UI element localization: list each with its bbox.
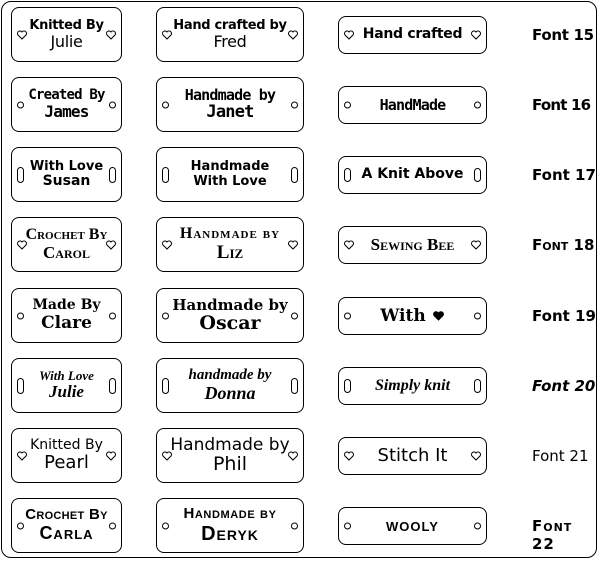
- slot-hole-icon: [109, 167, 116, 183]
- tag-line-1: Sewing Bee: [370, 234, 455, 254]
- tag-line-1: Handmade by: [172, 295, 288, 314]
- tag-3[interactable]: [338, 226, 487, 264]
- tag-line-1: With Love: [29, 158, 104, 174]
- tag-line-2: Susan: [42, 172, 91, 189]
- heart-icon: [471, 30, 481, 40]
- slot-hole-icon: [17, 378, 24, 394]
- tag-2[interactable]: [156, 147, 304, 202]
- tag-1[interactable]: [11, 77, 122, 132]
- round-hole-icon: [344, 313, 351, 320]
- tag-line-2: Carla: [39, 522, 94, 543]
- heart-icon: [344, 240, 354, 250]
- slot-hole-icon: [344, 379, 351, 393]
- solid-heart-icon: [432, 310, 445, 322]
- tag-2[interactable]: [156, 358, 304, 413]
- heart-icon: [106, 240, 116, 250]
- round-hole-icon: [344, 102, 351, 109]
- tag-line-1: Handmade by: [170, 434, 290, 455]
- tag-3[interactable]: [338, 437, 487, 475]
- round-hole-icon: [17, 522, 24, 529]
- slot-hole-icon: [17, 167, 24, 183]
- round-hole-icon: [17, 101, 24, 108]
- tag-3[interactable]: [338, 507, 487, 545]
- tag-3[interactable]: [338, 297, 487, 335]
- tag-line-1: Created By: [28, 87, 105, 103]
- tag-2[interactable]: [156, 428, 304, 483]
- slot-hole-icon: [344, 168, 351, 182]
- tag-line-2: Liz: [216, 241, 244, 263]
- tag-line-1: Hand crafted: [362, 26, 463, 43]
- font-label: Font 18: [532, 236, 595, 254]
- slot-hole-icon: [162, 378, 169, 394]
- slot-hole-icon: [474, 168, 481, 182]
- tag-line-2: Fred: [213, 31, 247, 51]
- tag-line-1: Stitch It: [377, 445, 448, 467]
- slot-hole-icon: [109, 378, 116, 394]
- font-label: Font 20: [532, 377, 596, 395]
- tag-line-1: With: [380, 305, 426, 326]
- round-hole-icon: [474, 523, 481, 530]
- tag-line-2: Deryk: [201, 522, 259, 545]
- tag-line-2: Clare: [41, 312, 92, 333]
- round-hole-icon: [344, 523, 351, 530]
- round-hole-icon: [291, 101, 298, 108]
- round-hole-icon: [291, 312, 298, 319]
- tag-line-1: Knitted By: [30, 436, 103, 453]
- tag-line-1: Handmade by: [179, 225, 281, 243]
- round-hole-icon: [109, 522, 116, 529]
- heart-icon: [344, 451, 354, 461]
- font-label: Font 22: [532, 517, 573, 553]
- heart-icon: [471, 451, 481, 461]
- tag-2[interactable]: [156, 7, 304, 62]
- heart-icon: [344, 30, 354, 40]
- tag-line-2: Oscar: [199, 312, 261, 335]
- tag-1[interactable]: [11, 288, 122, 343]
- font-label: Font 17: [532, 166, 596, 184]
- tag-line-1: Handmade by: [183, 505, 277, 523]
- tag-line-1: Handmade: [190, 159, 270, 175]
- round-hole-icon: [162, 101, 169, 108]
- round-hole-icon: [162, 522, 169, 529]
- tag-line-2: Carol: [43, 242, 90, 262]
- heart-icon: [106, 451, 116, 461]
- heart-icon: [162, 30, 172, 40]
- round-hole-icon: [109, 101, 116, 108]
- tag-2[interactable]: [156, 498, 304, 553]
- round-hole-icon: [474, 313, 481, 320]
- heart-icon: [106, 30, 116, 40]
- heart-icon: [288, 30, 298, 40]
- heart-icon: [162, 451, 172, 461]
- tag-line-2: With Love: [193, 173, 267, 189]
- round-hole-icon: [162, 312, 169, 319]
- tag-1[interactable]: [11, 498, 122, 553]
- tag-2[interactable]: [156, 288, 304, 343]
- tag-line-2: Julie: [49, 382, 84, 402]
- round-hole-icon: [291, 522, 298, 529]
- heart-icon: [471, 240, 481, 250]
- tag-line-1: Simply knit: [374, 377, 451, 395]
- heart-icon: [17, 30, 27, 40]
- tag-line-1: handmade by: [188, 367, 272, 384]
- tag-line-1: Crochet By: [25, 226, 108, 244]
- tag-line-2: Pearl: [44, 452, 89, 474]
- tag-line-1: wooly: [386, 515, 439, 536]
- tag-3[interactable]: [338, 367, 487, 405]
- tag-line-2: Donna: [204, 382, 256, 403]
- tag-line-1: HandMade: [379, 95, 446, 114]
- tag-1[interactable]: [11, 358, 122, 413]
- tag-line-1: A Knit Above: [361, 166, 464, 183]
- round-hole-icon: [109, 312, 116, 319]
- heart-icon: [288, 240, 298, 250]
- tag-2[interactable]: [156, 217, 304, 272]
- font-label: Font 21: [532, 447, 589, 465]
- font-label: Font 15: [532, 26, 594, 44]
- slot-hole-icon: [162, 167, 169, 183]
- tag-line-1: With Love: [39, 368, 94, 383]
- tag-2[interactable]: [156, 77, 304, 132]
- heart-icon: [162, 240, 172, 250]
- tag-line-2: Phil: [212, 453, 248, 476]
- tag-3[interactable]: [338, 86, 487, 124]
- tag-line-1: Crochet By: [25, 506, 108, 524]
- font-label: Font 19: [532, 307, 596, 325]
- tag-line-1: Hand crafted by: [173, 17, 287, 33]
- tag-line-1: Made By: [32, 297, 101, 314]
- round-hole-icon: [17, 312, 24, 319]
- tag-1[interactable]: [11, 217, 122, 272]
- tag-1[interactable]: [11, 428, 122, 483]
- tag-3[interactable]: [338, 156, 487, 194]
- heart-icon: [288, 451, 298, 461]
- tag-1[interactable]: [11, 147, 122, 202]
- heart-icon: [17, 451, 27, 461]
- slot-hole-icon: [291, 167, 298, 183]
- font-label: Font 16: [532, 96, 591, 114]
- tag-1[interactable]: [11, 7, 122, 62]
- slot-hole-icon: [291, 378, 298, 394]
- tag-line-2: James: [44, 102, 89, 122]
- round-hole-icon: [474, 102, 481, 109]
- tag-line-1: Knitted By: [29, 17, 104, 33]
- tag-3[interactable]: [338, 16, 487, 54]
- tag-line-1: Handmade by: [184, 85, 276, 104]
- tag-line-2: Julie: [50, 31, 83, 51]
- slot-hole-icon: [474, 379, 481, 393]
- heart-icon: [17, 240, 27, 250]
- tag-line-2: Janet: [206, 102, 254, 123]
